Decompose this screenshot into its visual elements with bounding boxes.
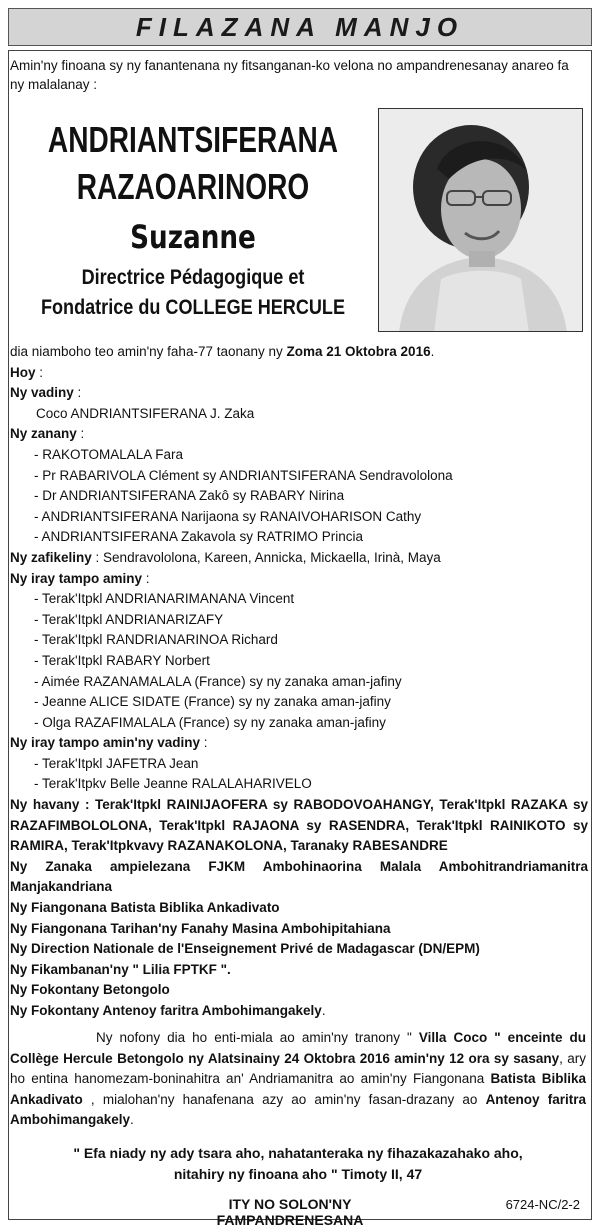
iray-tampo-heading: Ny iray tampo aminy : xyxy=(10,570,150,586)
institution-line: Ny Direction Nationale de l'Enseignement Privé de Madagascar (DN/EPM) xyxy=(10,941,480,957)
zanany-item: - ANDRIANTSIFERANA Zakavola sy RATRIMO Princia xyxy=(34,529,364,545)
quote-line-1: " Efa niady ny ady tsara aho, nahatanteraka ny fihazakazahako aho, xyxy=(73,1145,523,1161)
iray-tampo-item: - Terak'Itpkl RABARY Norbert xyxy=(34,652,210,668)
obituary-body xyxy=(10,342,588,1022)
hoy-line: Hoy : xyxy=(10,364,44,380)
death-line: dia niamboho teo amin'ny faha-77 taonany ny Zoma 21 Oktobra 2016. xyxy=(10,344,435,359)
closing-text: ITY NO SOLON'NY FAMPANDRENESANA xyxy=(216,1196,364,1228)
zanany-item: - RAKOTOMALALA Fara xyxy=(34,446,184,462)
role-line-1: Directrice Pédagogique et xyxy=(81,266,305,289)
institution-line: Ny Fiangonana Tarihan'ny Fanahy Masina Ambohipitahiana xyxy=(10,920,391,936)
first-name: Suzanne xyxy=(130,218,256,256)
vadiny-heading: Ny vadiny : xyxy=(10,385,82,401)
iray-tampo-vadiny-heading: Ny iray tampo amin'ny vadiny : xyxy=(10,735,208,751)
zanany-heading: Ny zanany : xyxy=(10,426,85,442)
zanany-item: - Pr RABARIVOLA Clément sy ANDRIANTSIFERANA Sendravololona xyxy=(34,467,453,483)
intro-text: Amin'ny finoana sy ny fanantenana ny fitsanganan-ko velona no ampandrenesanay anareo fa ny malalanay : xyxy=(10,58,569,92)
iray-tampo-item: - Terak'Itpkl RANDRIANARINOA Richard xyxy=(34,632,278,648)
iray-tampo-item: - Terak'Itpkl ANDRIANARIZAFY xyxy=(34,611,224,627)
portrait-image xyxy=(379,109,583,332)
quote-line-2: nitahiry ny finoana aho " Timoty II, 47 xyxy=(173,1166,423,1182)
role-line-2: Fondatrice du COLLEGE HERCULE xyxy=(40,296,346,319)
iray-tampo-item: - Terak'Itpkl ANDRIANARIMANANA Vincent xyxy=(34,591,295,607)
iray-tampo-vadiny-item: - Terak'Itpkv Belle Jeanne RALALAHARIVELO xyxy=(34,776,312,792)
funeral-venue: Villa Coco " enceinte du Collège Hercule Betongolo ny Alatsinainy 24 Oktobra 2016 amin'ny 12 ora sy sasany xyxy=(10,1030,586,1066)
institution-line: Ny Fokontany Antenoy faritra Ambohimangakely. xyxy=(10,1003,326,1018)
reference-number: 6724-NC/2-2 xyxy=(505,1197,580,1212)
iray-tampo-item: - Aimée RAZANAMALALA (France) sy ny zanaka aman-jafiny xyxy=(34,673,402,689)
funeral-paragraph: Ny nofony dia ho enti-miala ao amin'ny tranony " Villa Coco " enceinte du Collège Hercule Betongolo ny Alatsinainy 24 Oktobra 2016 amin'ny 12 ora sy sasany, ary ho entina hanomezam-boninahitra an' Andriamanitra ao amin'ny Fiangonana Batista Biblika Ankadivato , mialohan'ny hanafenana azy ao amin'ny fasan-drazany ao Antenoy faritra Ambohimangakely. xyxy=(10,1030,587,1128)
footer xyxy=(10,1196,586,1228)
header-banner xyxy=(8,8,592,46)
bible-quote xyxy=(10,1143,586,1185)
zanany-item: - Dr ANDRIANTSIFERANA Zakô sy RABARY Nirina xyxy=(34,488,345,504)
iray-tampo-item: - Jeanne ALICE SIDATE (France) sy ny zanaka aman-jafiny xyxy=(34,694,391,710)
havany-paragraph: Ny havany : Terak'Itpkl RAINIJAOFERA sy RABODOVOAHANGY, Terak'Itpkl RAZAKA sy RAZAFIMBOLOLONA, Terak'Itpkl RAJAONA sy RASENDRA, Terak'Itpkl RAINIKOTO sy RAMIRA, Terak'Itpkvavy RAZANAKOLONA, Taranaky RABESANDRE xyxy=(10,797,588,854)
death-date: Zoma 21 Oktobra 2016 xyxy=(286,344,431,359)
zafikeliny-line: Ny zafikeliny : Sendravololona, Kareen, Annicka, Mickaella, Irinà, Maya xyxy=(10,549,441,565)
surname-line-1: ANDRIANTSIFERANA xyxy=(47,119,339,160)
institution-line: Ny Fokontany Betongolo xyxy=(10,982,170,998)
institution-line: Ny Fiangonana Batista Biblika Ankadivato xyxy=(10,900,280,916)
header-title: FILAZANA MANJO xyxy=(135,11,465,42)
zanany-item: - ANDRIANTSIFERANA Narijaona sy RANAIVOHARISON Cathy xyxy=(34,508,422,524)
surname-line-2: RAZAOARINORO xyxy=(76,166,310,207)
portrait-photo xyxy=(378,108,583,332)
iray-tampo-vadiny-item: - Terak'Itpkl JAFETRA Jean xyxy=(34,755,199,771)
institution-line: Ny Fikambanan'ny " Lilia FPTKF ". xyxy=(10,961,231,977)
burial-place: Antenoy faritra Ambohimangakely xyxy=(10,1091,586,1128)
iray-tampo-item: - Olga RAZAFIMALALA (France) sy ny zanaka aman-jafiny xyxy=(34,714,386,730)
vadiny-item: Coco ANDRIANTSIFERANA J. Zaka xyxy=(36,405,255,421)
funeral-church: Batista Biblika Ankadivato xyxy=(10,1071,587,1107)
institution-line: Ny Zanaka ampielezana FJKM Ambohinaorina Malala Ambohitrandriamanitra Manjakandriana xyxy=(10,858,588,895)
